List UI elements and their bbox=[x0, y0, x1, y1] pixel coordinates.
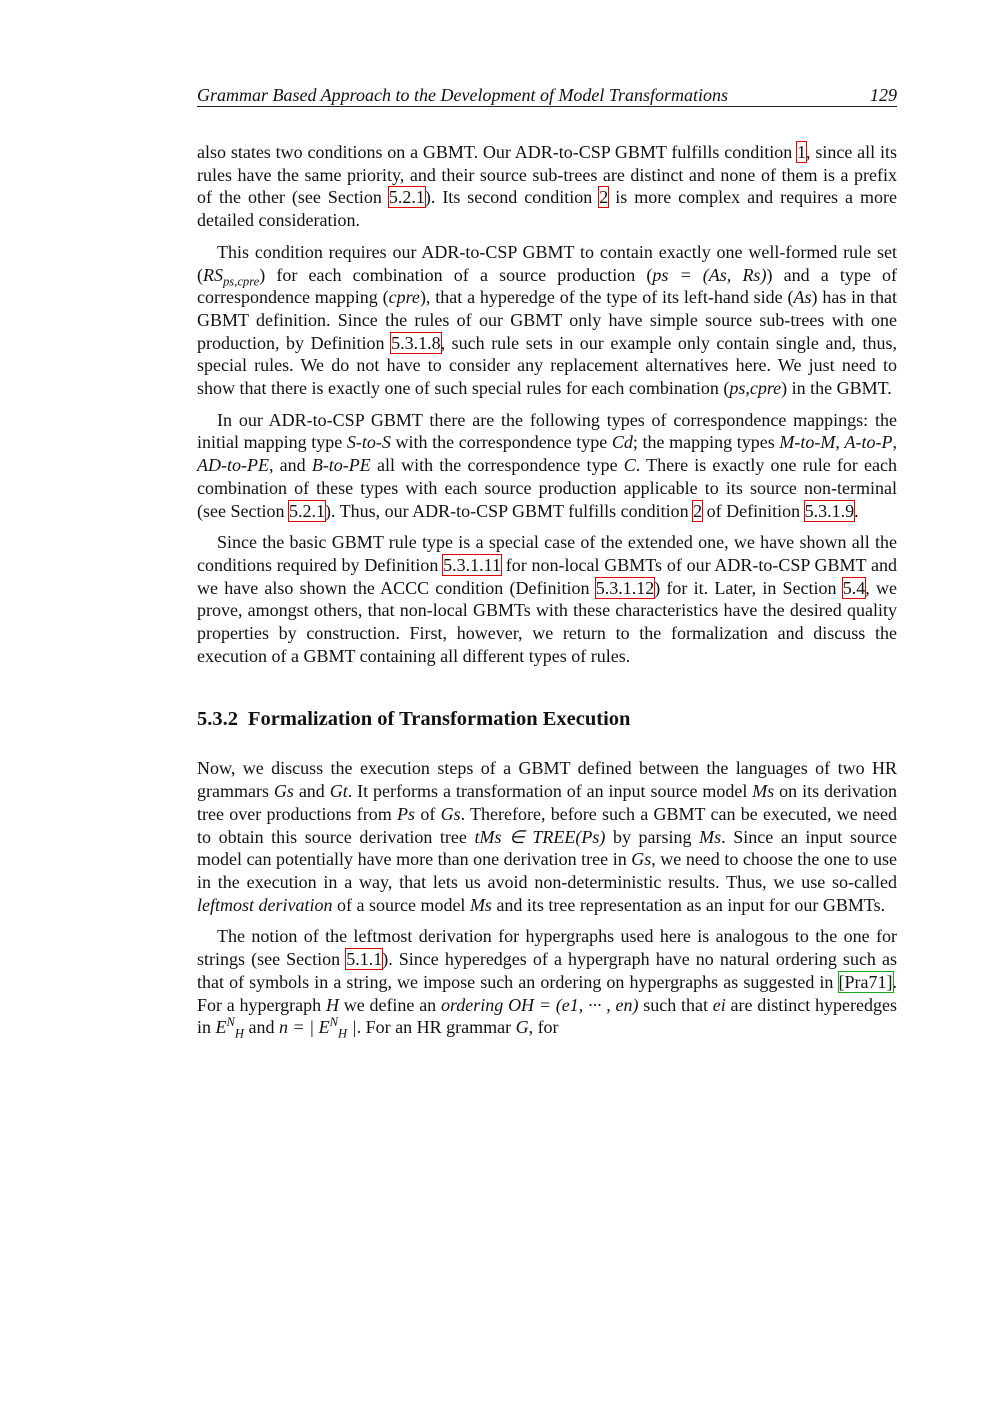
math-expression: n = | $E^N_H$ | bbox=[279, 1015, 357, 1041]
section-link[interactable]: 5.1.1 bbox=[346, 949, 383, 970]
paragraph-4: Since the basic GBMT rule type is a special case of the extended one, we have shown all the conditions required by Definition 5.3.1.11 for non-local GBMTs of our ADR-to-CSP GBMT and we have also shown the ACCC condition (Definition 5.3.1.12) for it. Later, in Section 5.4, we prove, amongst others, that non-local GBMTs with these characteristics have the desired quality properties by construction. First, however, we return to the formalization and discuss the execution of a GBMT containing all different types of rules. bbox=[197, 532, 897, 666]
math-expression: $E^N_H$ bbox=[215, 1015, 245, 1041]
section-link[interactable]: 5.4 bbox=[842, 577, 866, 598]
condition-link[interactable]: 1 bbox=[797, 142, 807, 162]
type-name: AD-to-PE bbox=[197, 455, 269, 476]
math-expression: Gt bbox=[329, 781, 348, 802]
math-expression: As bbox=[793, 287, 812, 308]
math-expression: H bbox=[325, 994, 339, 1015]
body-text bbox=[197, 141, 897, 1039]
math-expression: Ms bbox=[469, 894, 492, 915]
section-heading bbox=[197, 707, 897, 731]
type-name: A-to-P bbox=[844, 432, 893, 453]
type-name: M-to-M bbox=[779, 432, 836, 453]
math-expression: OH = (e1, ··· , en) bbox=[508, 994, 639, 1015]
paragraph-3: In our ADR-to-CSP GBMT there are the following types of correspondence mappings: the initial mapping type S-to-S with the correspondence type Cd; the mapping types M-to-M, A-to-P, AD-to-PE, and B-to-PE all with the correspondence type C. There is exactly one rule for each combination of these types with each source production applicable to its source non-terminal (see Section 5.2.1). Thus, our ADR-to-CSP GBMT fulfills condition 2 of Definition 5.3.1.9. bbox=[197, 409, 897, 521]
running-title: Grammar Based Approach to the Development of Model Transformations bbox=[197, 85, 728, 105]
math-expression: Ms bbox=[699, 826, 722, 847]
type-name: S-to-S bbox=[346, 432, 391, 453]
math-expression: ei bbox=[712, 994, 726, 1015]
type-name: C bbox=[623, 455, 636, 476]
math-expression: ps,cpre bbox=[729, 378, 782, 399]
definition-link[interactable]: 5.3.1.11 bbox=[443, 554, 501, 575]
page-number: 129 bbox=[870, 85, 897, 105]
paragraph-1: also states two conditions on a GBMT. Our ADR-to-CSP GBMT fulfills condition 1, since all its rules have the same priority, and their source sub-trees are distinct and none of them is a prefix of the other (see Section 5.2.1). Its second condition 2 is more complex and requires a more detailed consideration. bbox=[197, 142, 897, 231]
type-name: B-to-PE bbox=[311, 455, 371, 476]
page-header bbox=[197, 84, 897, 107]
section-number: 5.3.2 bbox=[197, 708, 238, 731]
math-expression: Ps bbox=[397, 803, 416, 824]
math-expression: Gs bbox=[631, 849, 652, 870]
math-expression: G bbox=[515, 1017, 529, 1038]
section-link[interactable]: 5.2.1 bbox=[288, 500, 325, 521]
definition-link[interactable]: 5.3.1.12 bbox=[595, 577, 655, 598]
math-expression: Ms bbox=[752, 781, 775, 802]
math-expression: $RS_{ps,cpre}$ bbox=[203, 264, 260, 289]
math-expression: cpre bbox=[388, 287, 420, 308]
condition-link[interactable]: 2 bbox=[599, 187, 609, 208]
section-title: Formalization of Transformation Execution bbox=[248, 708, 631, 731]
paragraph-5: Now, we discuss the execution steps of a GBMT defined between the languages of two HR grammars Gs and Gt. It performs a transformation of an input source model Ms on its derivation tree over productions from Ps of Gs. Therefore, before such a GBMT can be executed, we need to obtain this source derivation tree tMs ∈ TREE(Ps) by parsing Ms. Since an input source model can potentially have more than one derivation tree in Gs, we need to choose the one to use in the execution in a way, that lets us avoid non-deterministic results. Thus, we use so-called leftmost derivation of a source model Ms and its tree representation as an input for our GBMTs. bbox=[197, 758, 897, 915]
emphasis-term: leftmost derivation bbox=[197, 894, 333, 915]
paragraph-6: The notion of the leftmost derivation for hypergraphs used here is analogous to the one for strings (see Section 5.1.1). Since hyperedges of a hypergraph have no natural ordering such as that of symbols in a string, we impose such an ordering on hypergraphs as suggested in [Pra71]. For a hypergraph H we define an ordering OH = (e1, ··· , en) such that ei are distinct hyperedges in $E^N_H$ and n = | $E^N_H$ |. For an HR grammar G, for bbox=[197, 926, 898, 1041]
math-expression: Gs bbox=[440, 803, 461, 824]
math-expression: ps = (As, Rs) bbox=[652, 264, 767, 285]
math-expression: Cd bbox=[611, 432, 633, 453]
math-expression: Gs bbox=[273, 781, 294, 802]
citation-link[interactable]: [Pra71] bbox=[838, 971, 893, 992]
emphasis-term: ordering bbox=[440, 994, 504, 1015]
definition-link[interactable]: 5.3.1.8 bbox=[391, 332, 441, 353]
condition-link[interactable]: 2 bbox=[693, 500, 703, 521]
definition-link[interactable]: 5.3.1.9 bbox=[804, 500, 855, 521]
section-link[interactable]: 5.2.1 bbox=[388, 187, 425, 208]
paragraph-2: This condition requires our ADR-to-CSP GBMT to contain exactly one well-formed rule set $(RS_{ps,cpre})$ for each combination of a source production (ps = (As, Rs)) and a type of correspondence mapping (cpre), that a hyperedge of the type of its left-hand side (As) has in that GBMT definition. Since the rules of our GBMT only have simple source sub-trees with one production, by Definition 5.3.1.8, such rule sets in our example only contain single and, thus, special rules. We do not have to consider any replacement alternatives here. We just need to show that there is exactly one of such special rules for each combination (ps,cpre) in the GBMT. bbox=[197, 241, 898, 399]
math-expression: tMs ∈ TREE(Ps) bbox=[474, 826, 606, 847]
